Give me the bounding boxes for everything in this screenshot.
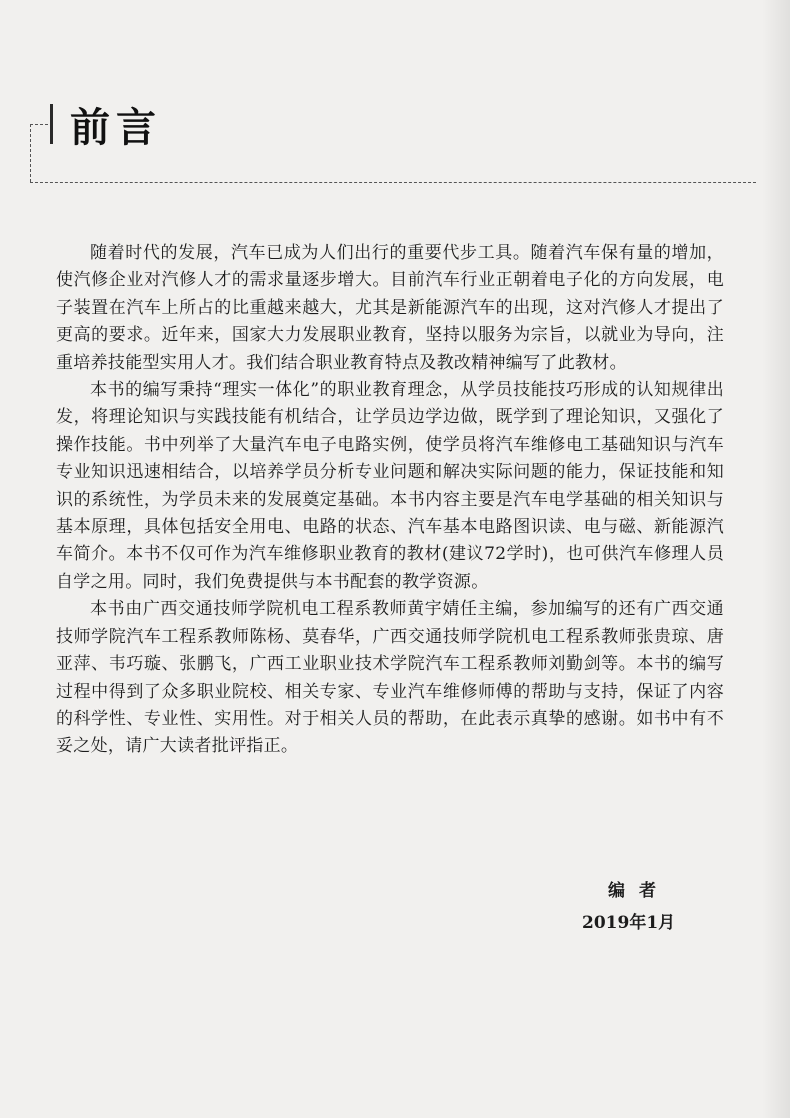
page-title: 前言 <box>70 105 162 151</box>
header-dashed-line-top <box>30 124 48 125</box>
chapter-header <box>30 96 756 186</box>
signature-author: 编者 <box>608 881 670 901</box>
preface-body <box>56 240 724 761</box>
paragraph-3: 本书由广西交通技师学院机电工程系教师黄宇婧任主编，参加编写的还有广西交通技师学院汽车工程系教师陈杨、莫春华，广西交通技师学院机电工程系教师张贵琼、唐亚萍、韦巧璇、张鹏飞，广西工业职业技术学院汽车工程系教师刘勤剑等。本书的编写过程中得到了众多职业院校、相关专家、专业汽车维修师傅的帮助与支持，保证了内容的科学性、专业性、实用性。对于相关人员的帮助，在此表示真挚的感谢。如书中有不妥之处，请广大读者批评指正。 <box>56 599 724 757</box>
binding-shadow <box>762 0 790 1118</box>
paragraph-1: 随着时代的发展，汽车已成为人们出行的重要代步工具。随着汽车保有量的增加，使汽修企业对汽修人才的需求量逐步增大。目前汽车行业正朝着电子化的方向发展，电子装置在汽车上所占的比重越来越大，尤其是新能源汽车的出现，这对汽修人才提出了更高的要求。近年来，国家大力发展职业教育，坚持以服务为宗旨，以就业为导向，注重培养技能型实用人才。我们结合职业教育特点及教改精神编写了此教材。 <box>56 243 724 373</box>
title-bar-decoration <box>50 104 53 144</box>
paragraph-2: 本书的编写秉持“理实一体化”的职业教育理念，从学员技能技巧形成的认知规律出发，将理论知识与实践技能有机结合，让学员边学边做，既学到了理论知识，又强化了操作技能。书中列举了大量汽车电子电路实例，使学员将汽车维修电工基础知识与汽车专业知识迅速相结合，以培养学员分析专业问题和解决实际问题的能力，保证技能和知识的系统性，为学员未来的发展奠定基础。本书内容主要是汽车电学基础的相关知识与基本原理，具体包括安全用电、电路的状态、汽车基本电路图识读、电与磁、新能源汽车简介。本书不仅可作为汽车维修职业教育的教材(建议72学时)，也可供汽车修理人员自学之用。同时，我们免费提供与本书配套的教学资源。 <box>56 380 724 592</box>
header-dashed-line-left <box>30 124 31 182</box>
header-dashed-line-bottom <box>30 182 756 183</box>
signature-date: 2019年1月 <box>582 913 676 933</box>
